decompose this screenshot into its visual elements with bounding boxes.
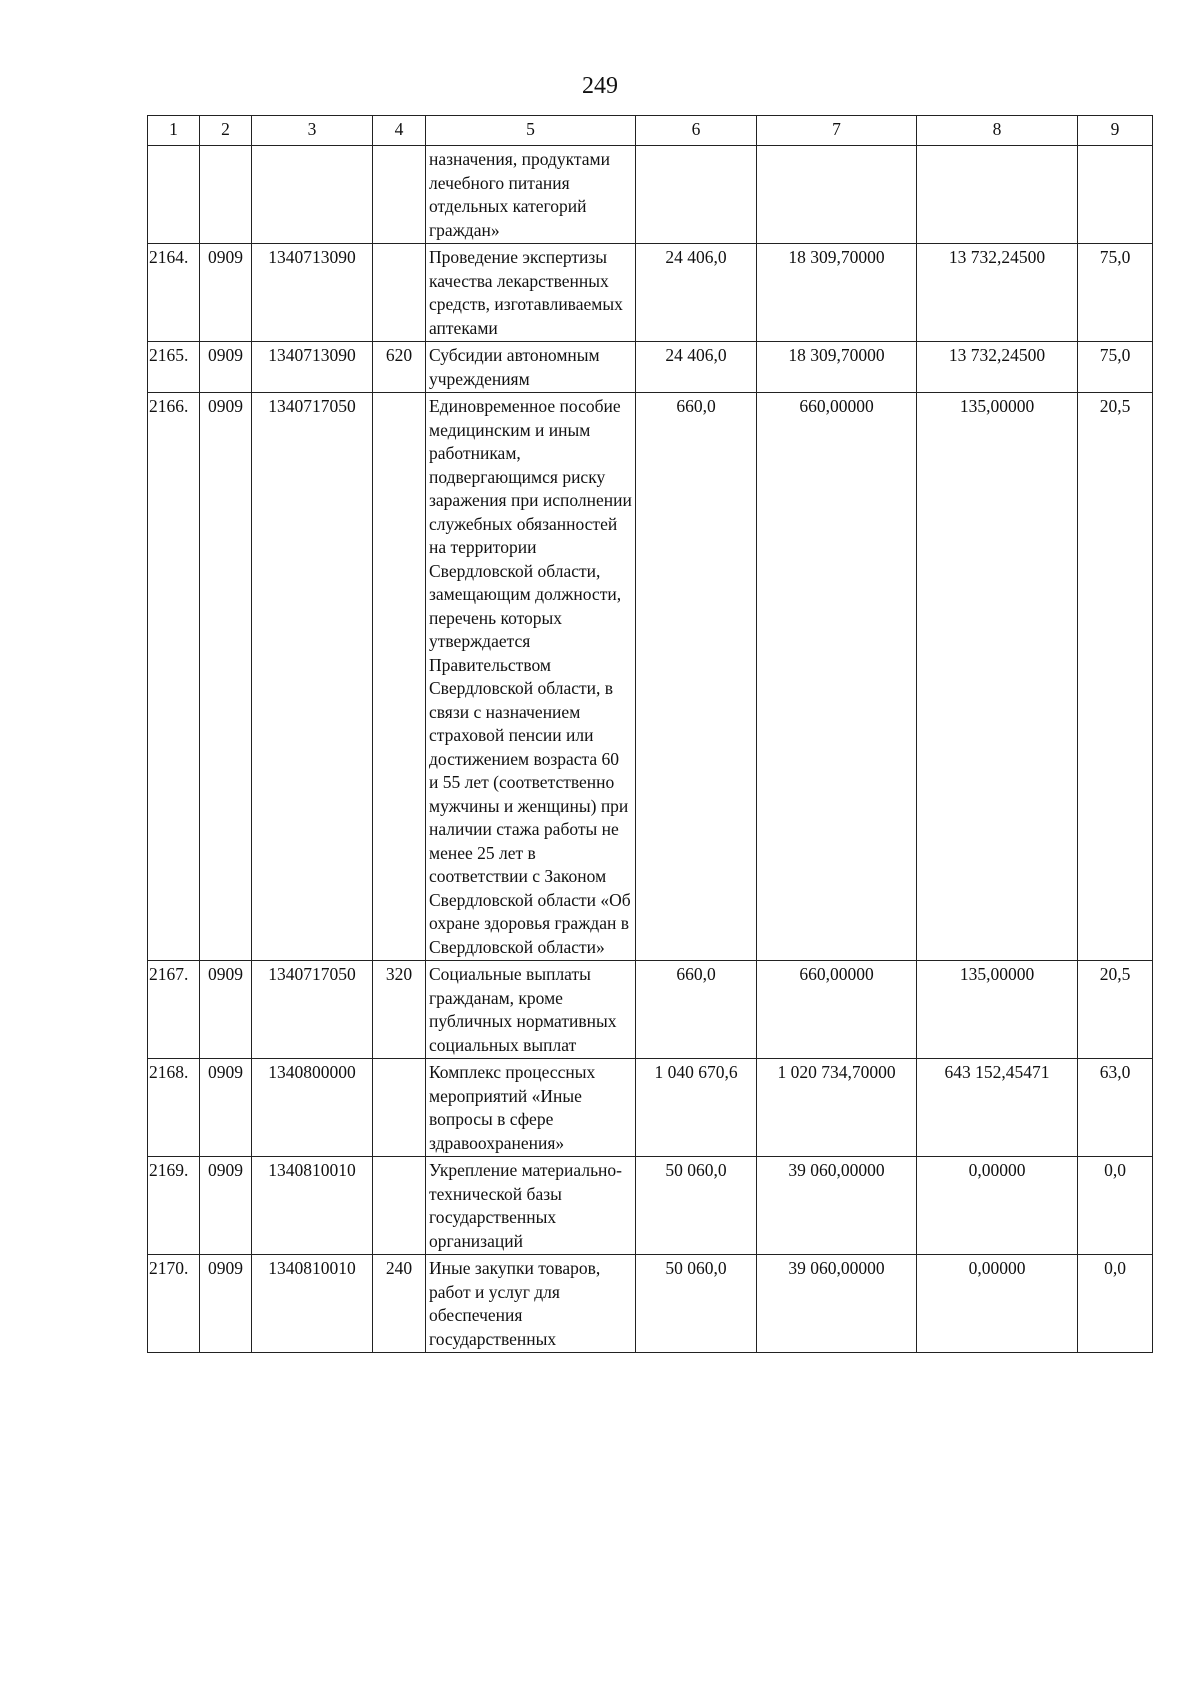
table-row [148,961,1153,1059]
target-code: 1340800000 [252,1059,373,1157]
section-code: 0909 [200,244,252,342]
execution-percent: 75,0 [1078,244,1153,342]
execution-percent: 0,0 [1078,1255,1153,1353]
kind-code [373,244,426,342]
section-code: 0909 [200,1255,252,1353]
table-row [148,244,1153,342]
item-name: Субсидии автономным учреждениям [426,342,636,393]
budget-table [147,115,1153,1353]
empty-cell [917,146,1078,244]
kind-code [373,1157,426,1255]
table-row [148,1255,1153,1353]
header-cell: 4 [373,116,426,146]
empty-cell [148,146,200,244]
header-cell: 7 [757,116,917,146]
planned-amount: 50 060,0 [636,1255,757,1353]
target-code: 1340717050 [252,961,373,1059]
table-row [148,1059,1153,1157]
empty-cell [1078,146,1153,244]
period-plan-amount: 660,00000 [757,393,917,961]
period-plan-amount: 39 060,00000 [757,1157,917,1255]
execution-percent: 63,0 [1078,1059,1153,1157]
period-plan-amount: 18 309,70000 [757,342,917,393]
section-code: 0909 [200,342,252,393]
target-code: 1340713090 [252,244,373,342]
empty-cell [252,146,373,244]
planned-amount: 660,0 [636,961,757,1059]
planned-amount: 50 060,0 [636,1157,757,1255]
item-name: Комплекс процессных мероприятий «Иные вопросы в сфере здравоохранения» [426,1059,636,1157]
table-row [148,393,1153,961]
execution-percent: 20,5 [1078,961,1153,1059]
item-name: Проведение экспертизы качества лекарственных средств, изготавливаемых аптеками [426,244,636,342]
row-number: 2168. [148,1059,200,1157]
empty-cell [373,146,426,244]
row-number: 2166. [148,393,200,961]
executed-amount: 0,00000 [917,1255,1078,1353]
kind-code: 240 [373,1255,426,1353]
header-cell: 2 [200,116,252,146]
empty-cell [636,146,757,244]
kind-code [373,1059,426,1157]
row-number: 2167. [148,961,200,1059]
table-row [148,1157,1153,1255]
target-code: 1340717050 [252,393,373,961]
executed-amount: 135,00000 [917,393,1078,961]
executed-amount: 643 152,45471 [917,1059,1078,1157]
executed-amount: 135,00000 [917,961,1078,1059]
target-code: 1340810010 [252,1255,373,1353]
period-plan-amount: 18 309,70000 [757,244,917,342]
item-name: Единовременное пособие медицинским и иным работникам, подвергающимся риску заражения при исполнении служебных обязанностей на территории Свердловской области, замещающим должности, перечень которых утверждается Правительством Свердловской области, в связи с назначением страховой пенсии или достижением возраста 60 и 55 лет (соответственно мужчины и женщины) при наличии стажа работы не менее 25 лет в соответствии с Законом Свердловской области «Об охране здоровья граждан в Свердловской области» [426,393,636,961]
table-row [148,342,1153,393]
target-code: 1340810010 [252,1157,373,1255]
section-code: 0909 [200,393,252,961]
item-name: Иные закупки товаров, работ и услуг для обеспечения государственных [426,1255,636,1353]
item-name: Укрепление материально-технической базы государственных организаций [426,1157,636,1255]
planned-amount: 24 406,0 [636,342,757,393]
planned-amount: 1 040 670,6 [636,1059,757,1157]
row-number: 2169. [148,1157,200,1255]
row-number: 2165. [148,342,200,393]
continuation-text: назначения, продуктами лечебного питания отдельных категорий граждан» [426,146,636,244]
execution-percent: 0,0 [1078,1157,1153,1255]
section-code: 0909 [200,961,252,1059]
item-name: Социальные выплаты гражданам, кроме публичных нормативных социальных выплат [426,961,636,1059]
section-code: 0909 [200,1059,252,1157]
execution-percent: 20,5 [1078,393,1153,961]
executed-amount: 0,00000 [917,1157,1078,1255]
section-code: 0909 [200,1157,252,1255]
header-cell: 8 [917,116,1078,146]
kind-code [373,393,426,961]
executed-amount: 13 732,24500 [917,244,1078,342]
period-plan-amount: 660,00000 [757,961,917,1059]
execution-percent: 75,0 [1078,342,1153,393]
empty-cell [757,146,917,244]
planned-amount: 660,0 [636,393,757,961]
header-cell: 3 [252,116,373,146]
header-cell: 1 [148,116,200,146]
period-plan-amount: 39 060,00000 [757,1255,917,1353]
target-code: 1340713090 [252,342,373,393]
header-cell: 5 [426,116,636,146]
header-row [148,116,1153,146]
kind-code: 320 [373,961,426,1059]
row-number: 2164. [148,244,200,342]
header-cell: 6 [636,116,757,146]
continuation-row [148,146,1153,244]
header-cell: 9 [1078,116,1153,146]
row-number: 2170. [148,1255,200,1353]
planned-amount: 24 406,0 [636,244,757,342]
page-number: 249 [582,73,618,99]
empty-cell [200,146,252,244]
kind-code: 620 [373,342,426,393]
period-plan-amount: 1 020 734,70000 [757,1059,917,1157]
executed-amount: 13 732,24500 [917,342,1078,393]
